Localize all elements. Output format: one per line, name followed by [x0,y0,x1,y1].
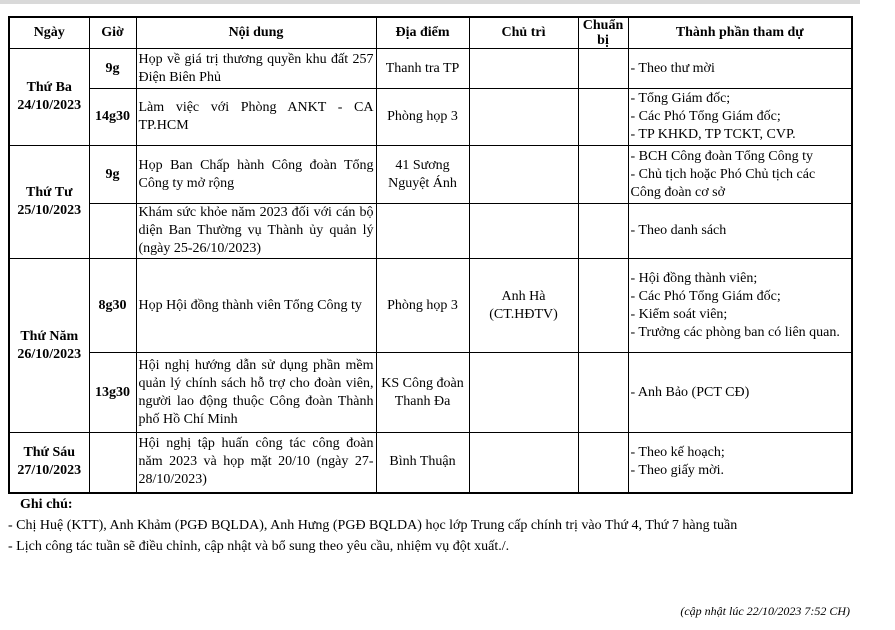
location-cell: Bình Thuận [376,433,469,493]
day-date: 27/10/2023 [17,463,82,479]
table-row [9,204,852,259]
content-cell: Họp Hội đồng thành viên Tổng Công ty [136,259,376,353]
note-item: - Chị Huệ (KTT), Anh Khảm (PGĐ BQLDA), Anh Hưng (PGĐ BQLDA) học lớp Trung cấp chính trị vào Thứ 4, Thứ 7 hàng tuần [8,518,738,533]
attendees-cell [628,353,852,433]
content-cell: Hội nghị hướng dẫn sử dụng phần mềm quản lý chính sách hỗ trợ cho đoàn viên, người lao động thuộc Công đoàn Thành phố Hồ Chí Minh [136,353,376,433]
table-row [9,89,852,146]
table-row [9,49,852,89]
content-cell: Làm việc với Phòng ANKT - CA TP.HCM [136,89,376,146]
prep-cell [578,89,628,146]
day-name: Thứ Tư [25,185,73,200]
location-cell [376,204,469,259]
host-cell [469,146,578,204]
attendee-line: - Các Phó Tổng Giám đốc; [630,109,781,124]
prep-cell [578,146,628,204]
day-date: 24/10/2023 [17,98,82,113]
attendee-line: - TP KHKD, TP TCKT, CVP. [630,127,796,142]
day-name: Thứ Ba [26,80,72,95]
header-host: Chủ trì [469,17,578,49]
day-date: 26/10/2023 [17,346,82,362]
table-row [9,146,852,204]
table-row [9,433,852,493]
attendee-line: - BCH Công đoàn Tổng Công ty [630,148,814,164]
content-cell: Họp Ban Chấp hành Công đoàn Tổng Công ty mở rộng [136,146,376,204]
location-cell: Phòng họp 3 [376,89,469,146]
attendee-line: - Theo kế hoạch; [630,445,725,461]
attendee-line: - Trưởng các phòng ban có liên quan. [630,324,840,340]
host-cell [469,353,578,433]
time-cell [89,433,136,493]
content-cell: Khám sức khỏe năm 2023 đối với cán bộ diện Ban Thường vụ Thành ủy quản lý (ngày 25-26/10/2023) [136,204,376,259]
notes [8,494,737,557]
header-content: Nội dung [136,17,376,49]
header-row [9,17,852,49]
attendee-line: - Hội đồng thành viên; [630,270,758,286]
prep-cell [578,204,628,259]
header-attendees: Thành phần tham dự [628,17,852,49]
host-cell [469,49,578,89]
attendee-line: - Theo thư mời [630,60,715,76]
day-cell [9,49,89,146]
content-cell: Họp về giá trị thương quyền khu đất 257 Điện Biên Phủ [136,49,376,89]
time-cell: 14g30 [89,89,136,146]
top-border [0,0,860,4]
schedule-table [8,16,853,494]
attendees-cell [628,204,852,259]
location-cell: Thanh tra TP [376,49,469,89]
time-cell [89,204,136,259]
attendee-line: - Tổng Giám đốc; [630,91,731,106]
attendee-line: - Theo danh sách [630,223,727,238]
header-location: Địa điểm [376,17,469,49]
day-cell [9,146,89,259]
note-item: - Lịch công tác tuần sẽ điều chỉnh, cập nhật và bổ sung theo yêu cầu, nhiệm vụ đột xuất./. [8,539,510,554]
attendee-line: - Chủ tịch hoặc Phó Chủ tịch các Công đoàn cơ sở [630,166,816,200]
prep-cell [578,259,628,353]
day-cell [9,259,89,433]
location-cell: 41 Sương Nguyệt Ánh [376,146,469,204]
header-prep: Chuẩn bị [578,17,628,49]
day-date: 25/10/2023 [17,203,82,218]
attendee-line: - Theo giấy mời. [630,463,724,479]
day-cell [9,433,89,493]
updated-timestamp: (cập nhật lúc 22/10/2023 7:52 CH) [680,604,850,618]
attendees-cell [628,433,852,493]
header-time: Giờ [89,17,136,49]
prep-cell [578,49,628,89]
time-cell: 9g [89,49,136,89]
host-cell [469,89,578,146]
time-cell: 13g30 [89,353,136,433]
attendees-cell [628,259,852,353]
notes-title: Ghi chú: [20,497,73,512]
day-name: Thứ Năm [20,328,79,344]
prep-cell [578,353,628,433]
attendee-line: - Các Phó Tổng Giám đốc; [630,288,781,304]
table-row [9,259,852,353]
time-cell: 9g [89,146,136,204]
attendees-cell [628,89,852,146]
location-cell: KS Công đoàn Thanh Đa [376,353,469,433]
day-name: Thứ Sáu [23,445,76,461]
time-cell: 8g30 [89,259,136,353]
header-day: Ngày [9,17,89,49]
attendee-line: - Kiểm soát viên; [630,306,728,322]
attendee-line: - Anh Bảo (PCT CĐ) [630,384,750,400]
host-cell: Anh Hà (CT.HĐTV) [469,259,578,353]
location-cell: Phòng họp 3 [376,259,469,353]
attendees-cell [628,146,852,204]
host-cell [469,433,578,493]
attendees-cell [628,49,852,89]
content-cell: Hội nghị tập huấn công tác công đoàn năm 2023 và họp mặt 20/10 (ngày 27-28/10/2023) [136,433,376,493]
table-row [9,353,852,433]
prep-cell [578,433,628,493]
host-cell [469,204,578,259]
